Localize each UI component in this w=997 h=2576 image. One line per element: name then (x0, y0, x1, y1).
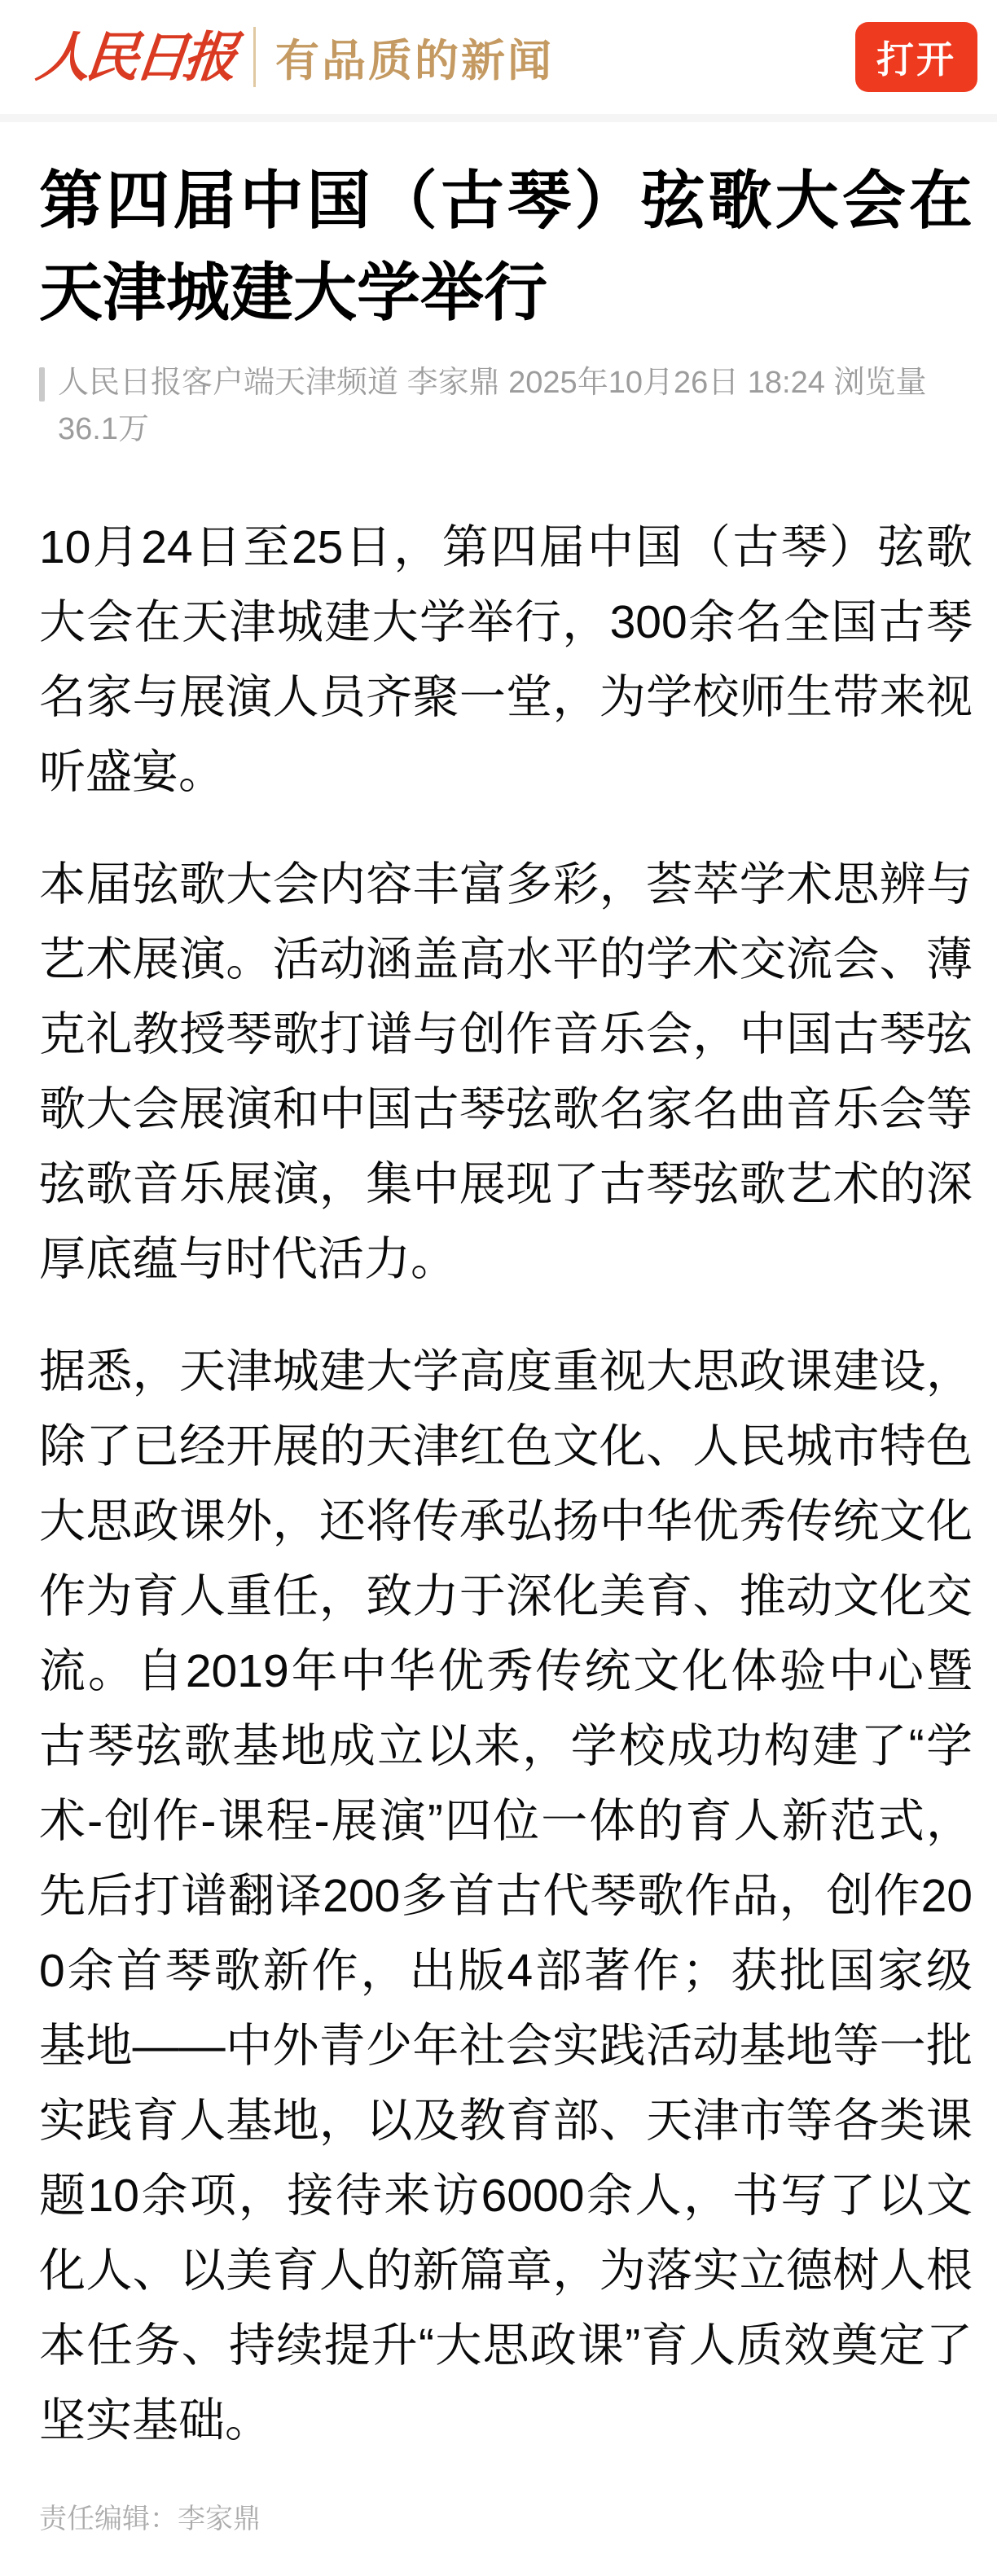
article-paragraph: 据悉，天津城建大学高度重视大思政课建设，除了已经开展的天津红色文化、人民城市特色大思政课外，还将传承弘扬中华优秀传统文化作为育人重任，致力于深化美育、推动文化交流。自2019年中华优秀传统文化体验中心暨古琴弦歌基地成立以来，学校成功构建了“学术-创作-课程-展演”四位一体的育人新范式，先后打谱翻译200多首古代琴歌作品，创作200余首琴歌新作，出版4部著作；获批国家级基地——中外青少年社会实践活动基地等一批实践育人基地，以及教育部、天津市等各类课题10余项，接待来访6000余人，书写了以文化人、以美育人的新篇章，为落实立德树人根本任务、持续提升“大思政课”育人质效奠定了坚实基础。 (39, 1345, 973, 2447)
header-separator (0, 114, 997, 122)
byline-views: 浏览量36.1万 (58, 366, 927, 447)
open-app-button[interactable]: 打开 (855, 22, 977, 92)
editor-credit (39, 2499, 973, 2540)
peoples-daily-logo: 人民日报 (33, 25, 236, 89)
byline-source: 人民日报客户端天津频道 (58, 366, 399, 401)
byline-author: 李家鼎 (406, 366, 500, 401)
brand-divider (253, 27, 256, 87)
brand-tagline: 有品质的新闻 (275, 36, 554, 86)
article-title: 第四届中国（古琴）弦歌大会在天津城建大学举行 (39, 165, 973, 329)
editor-label: 责任编辑： (39, 2504, 178, 2535)
article-body (0, 122, 997, 2576)
article-paragraph: 10月24日至25日，第四届中国（古琴）弦歌大会在天津城建大学举行，300余名全国古琴名家与展演人员齐聚一堂，为学校师生带来视听盛宴。 (39, 521, 973, 799)
editor-name: 李家鼎 (178, 2504, 261, 2535)
byline-bar (39, 367, 45, 402)
article-paragraph: 本届弦歌大会内容丰富多彩，荟萃学术思辨与艺术展演。活动涵盖高水平的学术交流会、薄克礼教授琴歌打谱与创作音乐会，中国古琴弦歌大会展演和中国古琴弦歌名家名曲音乐会等弦歌音乐展演，集中展现了古琴弦歌艺术的深厚底蕴与时代活力。 (39, 858, 973, 1286)
article-byline (39, 360, 973, 453)
article-content (39, 510, 973, 2458)
byline-datetime: 2025年10月26日 18:24 (508, 366, 825, 401)
app-banner (0, 0, 997, 114)
peoples-daily-logo-link[interactable] (33, 25, 554, 89)
